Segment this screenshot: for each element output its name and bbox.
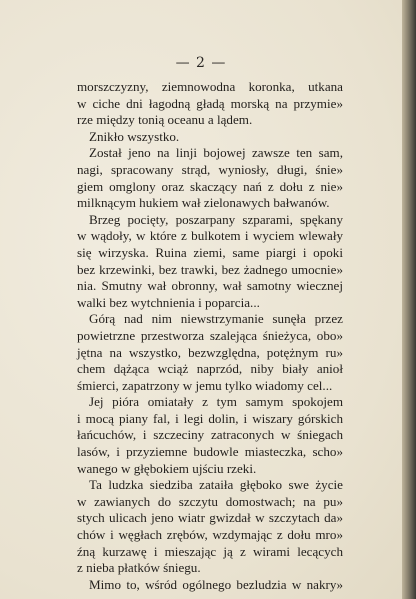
- text-line: giem omglony oraz skaczący nań z dołu z nie»: [77, 178, 343, 194]
- text-line: Górą nad nim niewstrzymanie sunęła przez: [89, 311, 343, 327]
- text-line: rze między tonią oceanu a lądem.: [77, 112, 253, 128]
- text-line: powietrzne przestworza szalejąca śnieżyca, obo»: [77, 327, 343, 343]
- text-line: chem dążąca wciąż naprzód, niby biały anioł: [77, 361, 343, 377]
- text-line: Został jeno na linji bojowej zawsze ten sam,: [89, 145, 343, 161]
- text-line: łańcuchów, i szczeciny zatraconych w śniegach: [77, 427, 343, 443]
- text-line: chów i węgłach zrębów, wzdymając z dołu mro»: [77, 527, 343, 543]
- text-line: bez krzewinki, bez trawki, bez żadnego umocnie»: [77, 261, 343, 277]
- text-line: Ta ludzka siedziba zataiła głęboko swe życie: [89, 477, 343, 493]
- text-line: Brzeg pocięty, poszarpany szparami, spękany: [89, 211, 343, 227]
- text-line: nia. Smutny wał obronny, wał samotny wiecznej: [77, 278, 343, 294]
- text-line: milknącym hukiem wał zielonawych bałwanów.: [77, 195, 330, 211]
- text-line: Mimo to, wśród ogólnego bezludzia w nakry»: [89, 576, 343, 592]
- text-line: morszczyzny, ziemnowodna koronka, utkana: [77, 79, 343, 94]
- text-line: walki bez wytchnienia i poparcia...: [77, 294, 260, 310]
- text-line: nagi, sprаcowany strąd, wyniosły, długi, śnie»: [77, 161, 343, 177]
- text-line: jętna na wszystko, bezwzględna, potężnym ru»: [77, 344, 343, 360]
- text-line: w ciche dni łagodną gładą morską na przymie»: [77, 95, 343, 111]
- text-line: i mocą piany fal, i legi dolin, i wiszary górskich: [77, 410, 343, 426]
- text-line: stych ulicach jeno wiatr gwizdał w szczytach da»: [77, 510, 343, 526]
- book-spine-shadow: [402, 0, 416, 599]
- text-line: śmierci, zapatrzony w jemu tylko wiadomy cel...: [77, 377, 333, 393]
- text-line: w wądoły, w które z bulkotem i wyciem wlewały: [77, 228, 343, 244]
- text-line: w zawianych do szczytu domostwach; na pu»: [77, 493, 343, 509]
- text-line: się wirzyska. Ruina ziemi, same piargi i opoki: [77, 244, 343, 260]
- page-number: — 2 —: [175, 55, 227, 71]
- text-line: wanego w głębokiem ujściu rzeki.: [77, 460, 257, 476]
- body-text: [77, 79, 343, 593]
- text-line: Znikło wszystko.: [89, 128, 180, 144]
- text-line: źną kurzawę i mieszając ją z wirami lecących: [77, 543, 343, 559]
- text-line: Jej pióra omiatały z tym samym spokojem: [89, 394, 343, 410]
- text-line: lasów, i przyziemne budowle miasteczka, scho»: [77, 444, 343, 460]
- text-line: z nieba płatków śniegu.: [77, 560, 201, 576]
